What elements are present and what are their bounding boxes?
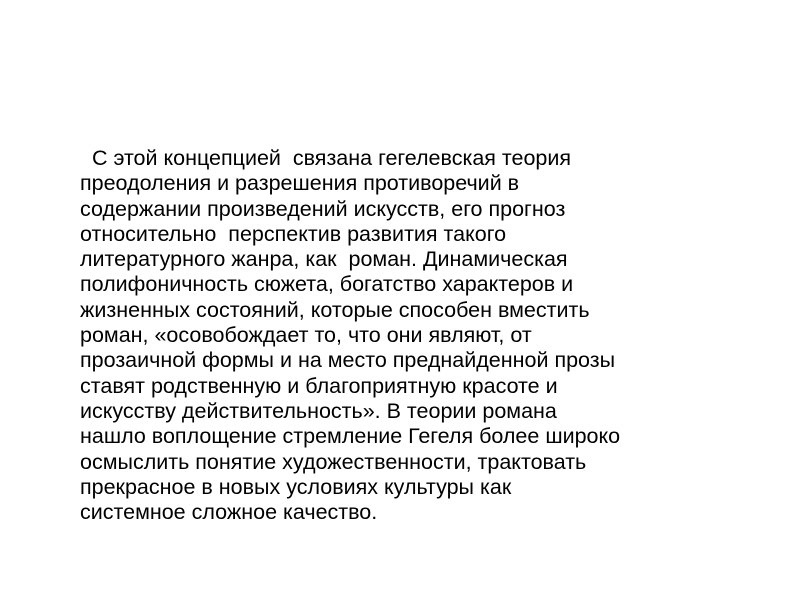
paragraph-line: искусству действительность». В теории романа [80,398,557,423]
paragraph-line: осмыслить понятие художественности, трактовать [80,449,587,474]
paragraph-line: ставят родственную и благоприятную красоте и [80,373,558,398]
paragraph-line: жизненных состояний, которые способен вместить [80,297,590,322]
paragraph-line: роман, «осовобождает то, что они являют, от [80,323,532,348]
paragraph-line: прозаичной формы и на место преднайденной прозы [80,348,616,373]
body-paragraph [80,146,780,525]
paragraph-line: содержании произведений искусств, его прогноз [80,196,566,221]
paragraph-line: литературного жанра, как роман. Динамическая [80,247,568,272]
paragraph-line: полифоничность сюжета, богатство характеров и [80,272,574,297]
paragraph-line: преодоления и разрешения противоречий в [80,171,520,196]
paragraph-line: системное сложное качество. [80,500,378,525]
paragraph-line: С этой концепцией связана гегелевская теория [80,146,572,170]
paragraph-line: нашло воплощение стремление Гегеля более широко [80,424,621,449]
paragraph-line: прекрасное в новых условиях культуры как [80,474,512,499]
paragraph-line: относительно перспектив развития такого [80,221,507,246]
